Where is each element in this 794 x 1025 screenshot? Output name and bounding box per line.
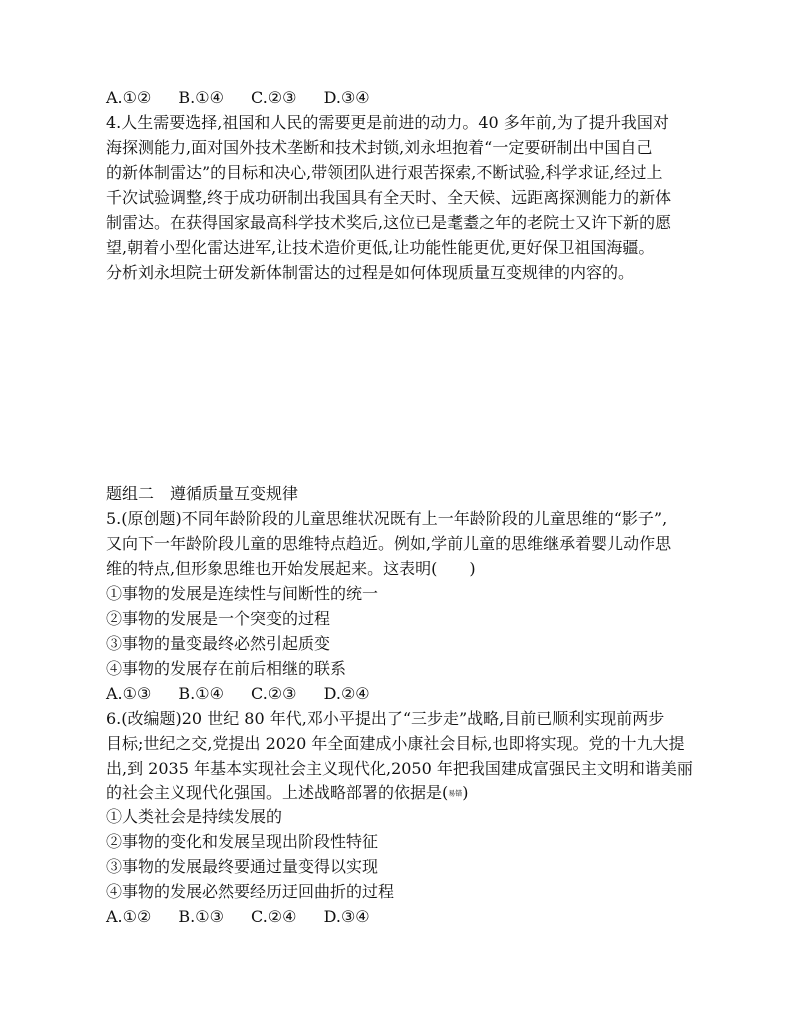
section-title: 题组二 遵循质量互变规律 xyxy=(106,484,299,503)
q6-line: 目标;世纪之交,党提出 2020 年全面建成小康社会目标,也即将实现。党的十九大提 xyxy=(106,734,685,753)
q5-option-b: B.①④ xyxy=(178,684,224,703)
q6-line xyxy=(106,781,696,806)
q3-option-c: C.②③ xyxy=(251,88,297,107)
q4-line: 的新体制雷达”的目标和决心,带领团队进行艰苦探索,不断试验,科学求证,经过上 xyxy=(106,163,663,182)
q4-line: 千次试验调整,终于成功研制出我国具有全天时、全天候、远距离探测能力的新体 xyxy=(106,188,672,207)
q6-line: 出,到 2035 年基本实现社会主义现代化,2050 年把我国建成富强民主文明和谐美丽 xyxy=(106,759,693,778)
q6-item: ③事物的发展最终要通过量变得以实现 xyxy=(106,857,379,876)
q6-line: 6.(改编题)20 世纪 80 年代,邓小平提出了“三步走”战略,目前已顺利实现前两步 xyxy=(106,709,665,728)
q5-line: 5.(原创题)不同年龄阶段的儿童思维状况既有上一年龄阶段的儿童思维的“影子”, xyxy=(106,509,668,528)
q4-question: 分析刘永坦院士研发新体制雷达的过程是如何体现质量互变规律的内容的。 xyxy=(106,263,635,282)
q6-item: ①人类社会是持续发展的 xyxy=(106,807,283,826)
q5-line: 又向下一年龄阶段儿童的思维特点趋近。例如,学前儿童的思维继承着婴儿动作思 xyxy=(106,534,672,553)
q5-option-d: D.②④ xyxy=(323,684,370,703)
q6-options xyxy=(106,905,696,929)
q6-line-text: 的社会主义现代化强国。上述战略部署的依据是( xyxy=(106,783,449,802)
q5-option-a: A.①③ xyxy=(106,684,152,703)
q5-item: ①事物的发展是连续性与间断性的统一 xyxy=(106,584,379,603)
q6-item: ④事物的发展必然要经历迂回曲折的过程 xyxy=(106,882,395,901)
q6-option-a: A.①② xyxy=(106,907,152,926)
q4-line: 制雷达。在获得国家最高科学技术奖后,这位已是耄耋之年的老院士又许下新的愿 xyxy=(106,213,672,232)
error-prone-mark: 易错 xyxy=(448,789,463,798)
q3-option-b: B.①④ xyxy=(178,88,224,107)
q4-line: 海探测能力,面对国外技术垄断和技术封锁,刘永坦抱着“一定要研制出中国自己 xyxy=(106,138,653,157)
q5-option-c: C.②③ xyxy=(251,684,297,703)
q5-options xyxy=(106,682,696,706)
q4-line: 4.人生需要选择,祖国和人民的需要更是前进的动力。40 多年前,为了提升我国对 xyxy=(106,113,669,132)
q5-item: ③事物的量变最终必然引起质变 xyxy=(106,634,331,653)
q6-option-c: C.②④ xyxy=(251,907,297,926)
q5-item: ②事物的发展是一个突变的过程 xyxy=(106,609,331,628)
q4-line: 望,朝着小型化雷达进军,让技术造价更低,让功能性能更优,更好保卫祖国海疆。 xyxy=(106,238,655,257)
q6-option-d: D.③④ xyxy=(323,907,370,926)
q6-item: ②事物的变化和发展呈现出阶段性特征 xyxy=(106,832,379,851)
q3-options xyxy=(106,86,696,110)
q3-option-a: A.①② xyxy=(106,88,152,107)
q5-line: 维的特点,但形象思维也开始发展起来。这表明( ) xyxy=(106,559,476,578)
q6-line-suffix: ) xyxy=(462,783,469,802)
q5-item: ④事物的发展存在前后相继的联系 xyxy=(106,659,347,678)
q3-option-d: D.③④ xyxy=(323,88,370,107)
q6-option-b: B.①③ xyxy=(178,907,224,926)
